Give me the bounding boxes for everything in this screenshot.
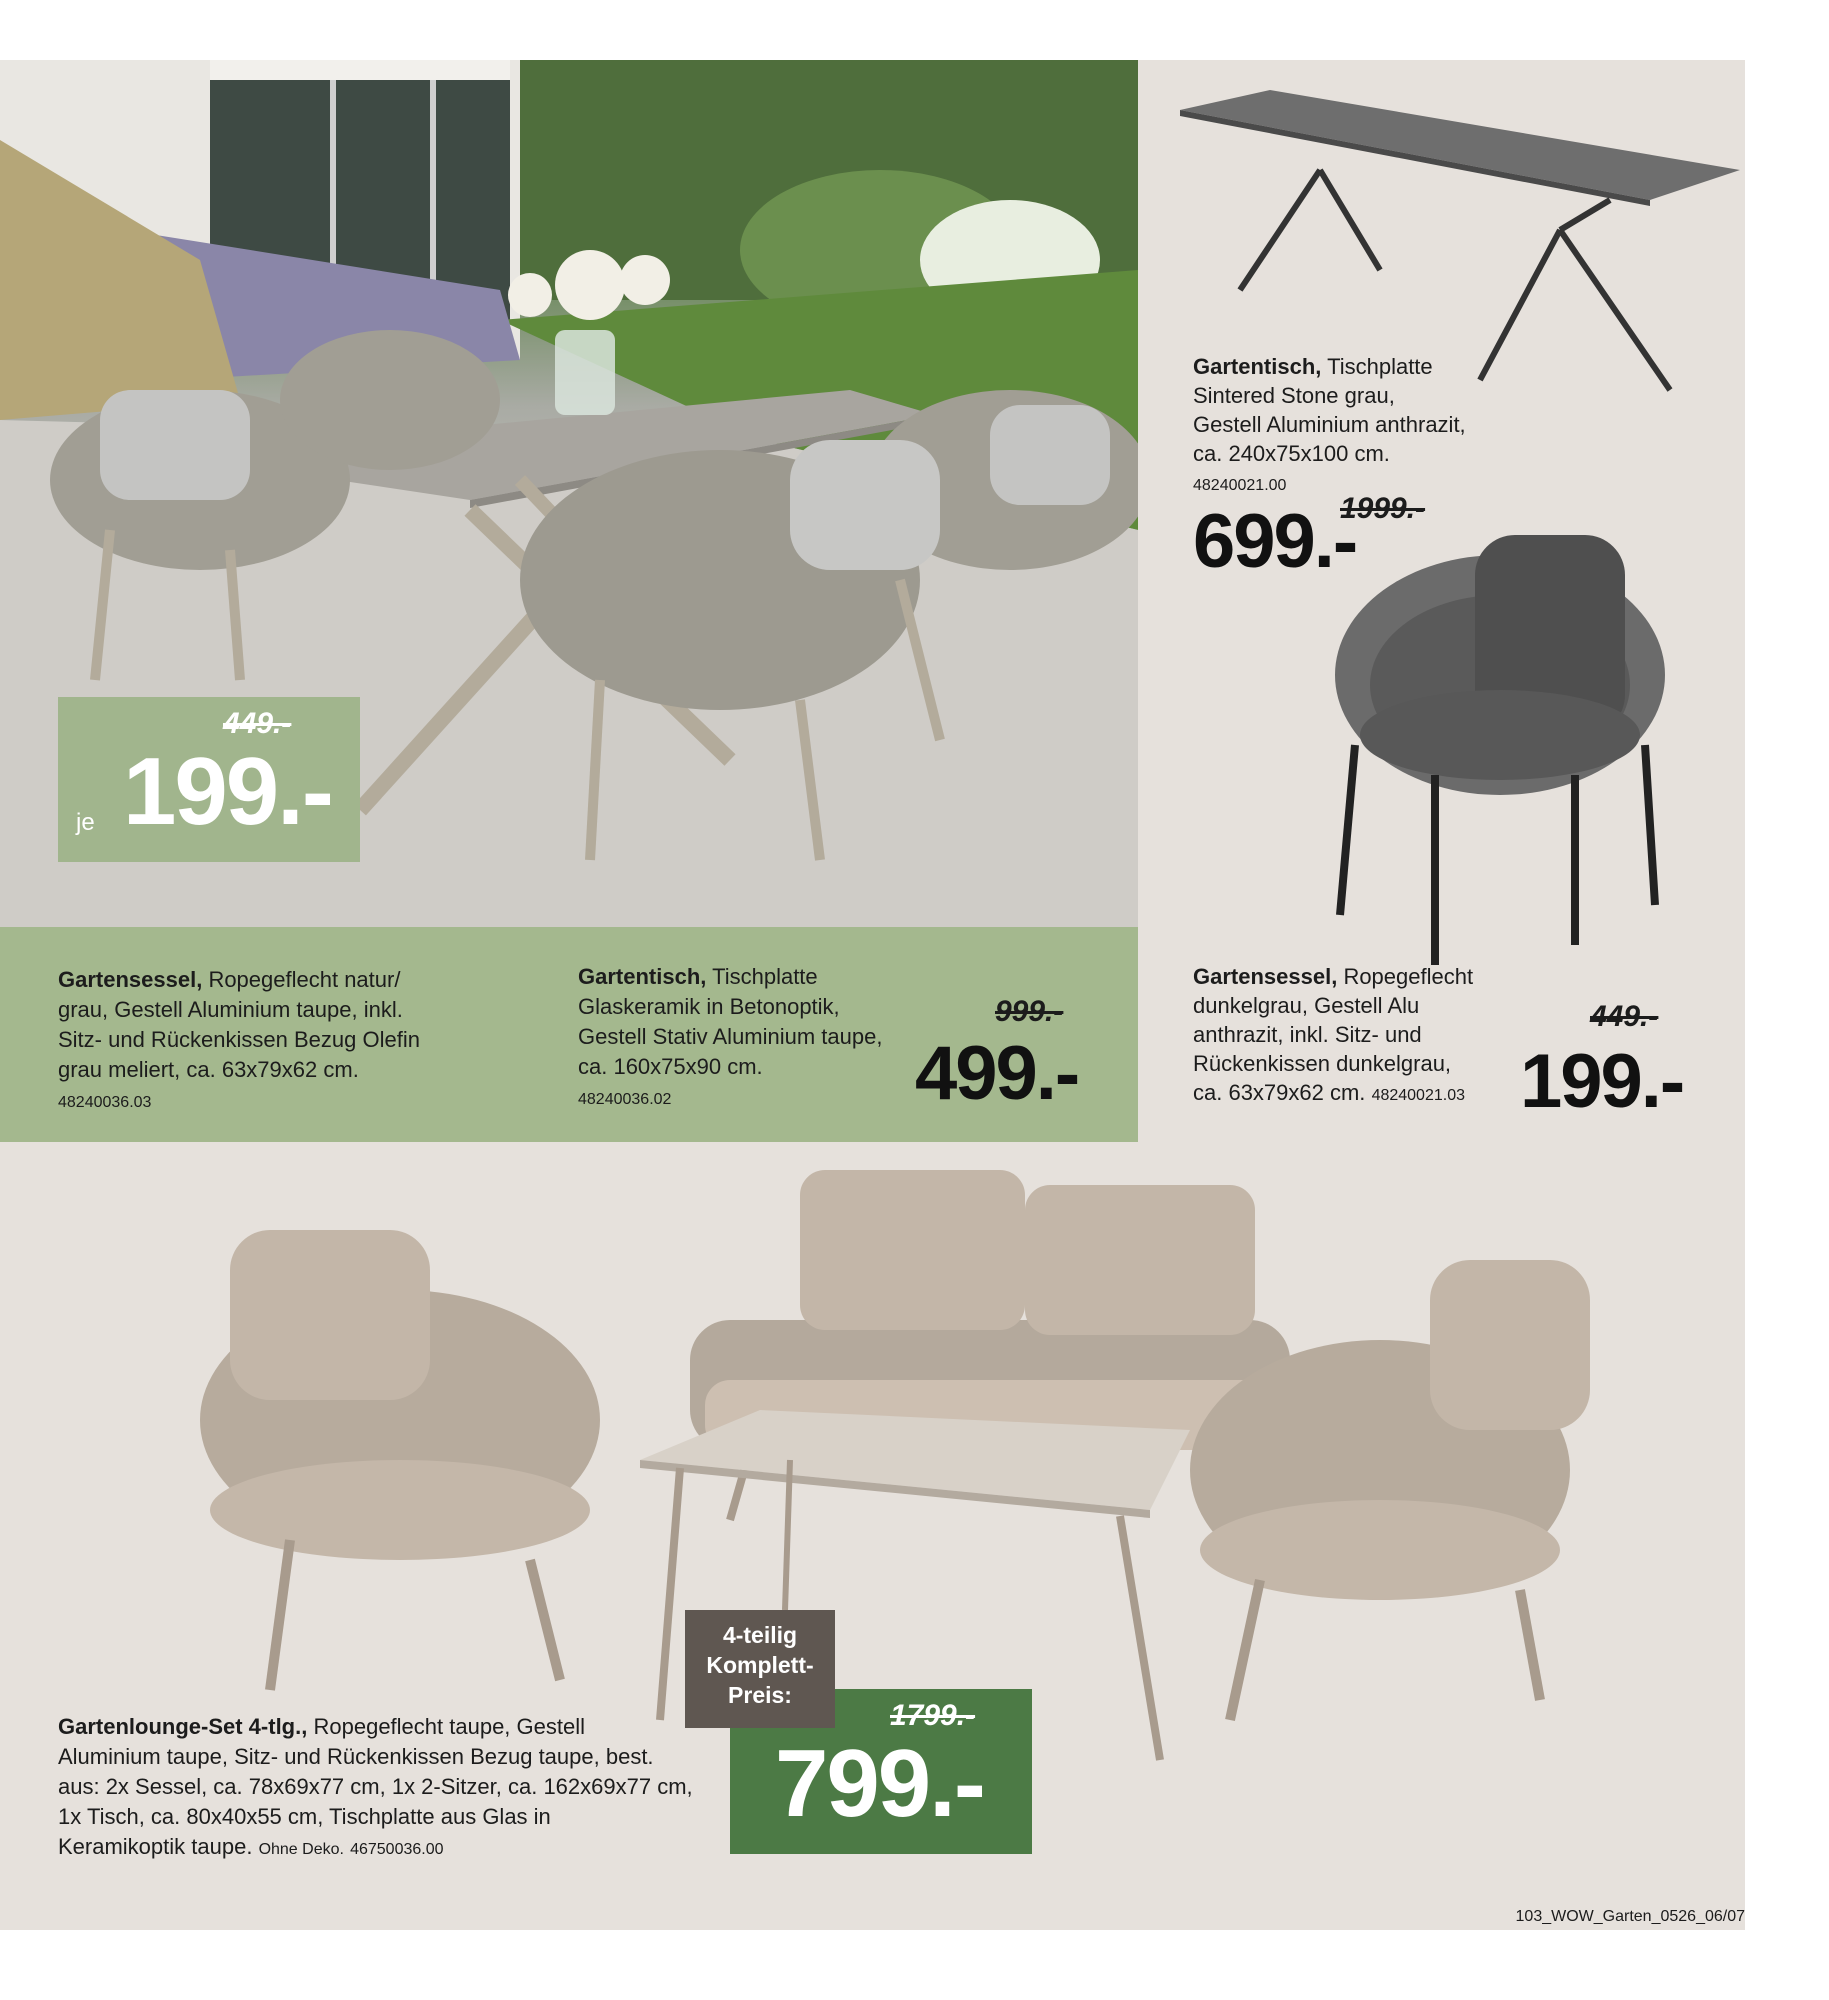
lounge-set-name: Gartenlounge-Set 4-tlg., [58, 1714, 308, 1739]
table-sintered-line-4: ca. 240x75x100 cm. [1193, 441, 1390, 466]
chair-taupe-description [58, 965, 458, 1118]
footer-code: 103_WOW_Garten_0526_06/07 [1515, 1908, 1745, 1925]
chair-dark-article: 48240021.03 [1371, 1087, 1465, 1104]
table-glass-line-2: Glaskeramik in Betonoptik, [578, 994, 840, 1019]
lounge-set-line-2: Aluminium taupe, Sitz- und Rückenkissen Bezug taupe, best. [58, 1744, 654, 1769]
hero-per-label: je [76, 809, 95, 836]
lounge-set-price: 799.- [775, 1730, 984, 1837]
chair-taupe-line-3: Sitz- und Rückenkissen Bezug Olefin [58, 1027, 420, 1052]
table-sintered-line-2: Sintered Stone grau, [1193, 383, 1395, 408]
chair-taupe-name: Gartensessel, [58, 967, 203, 992]
lounge-set-line-3: aus: 2x Sessel, ca. 78x69x77 cm, 1x 2-Sitzer, ca. 162x69x77 cm, [58, 1774, 693, 1799]
table-glass-article: 48240036.02 [578, 1091, 672, 1108]
lounge-set-deco-note: Ohne Deko. [258, 1841, 344, 1858]
table-glass-line-3: Gestell Stativ Aluminium taupe, [578, 1024, 883, 1049]
lounge-set-article: 46750036.00 [350, 1841, 444, 1858]
chair-dark-line-4: Rückenkissen dunkelgrau, [1193, 1051, 1452, 1076]
table-sintered-old-price: 1999.- [1340, 492, 1426, 525]
lounge-set-line-5: Keramikoptik taupe. [58, 1834, 253, 1859]
lounge-set-badge [685, 1610, 835, 1728]
table-glass-line-4: ca. 160x75x90 cm. [578, 1054, 763, 1079]
table-glass-description [578, 962, 918, 1115]
chair-dark-name: Gartensessel, [1193, 964, 1338, 989]
table-sintered-description [1193, 352, 1523, 500]
table-sintered-name: Gartentisch, [1193, 354, 1322, 379]
chair-dark-line-2: dunkelgrau, Gestell Alu [1193, 993, 1420, 1018]
table-sintered-article: 48240021.00 [1193, 477, 1287, 494]
chair-taupe-line-2: grau, Gestell Aluminium taupe, inkl. [58, 997, 403, 1022]
lounge-set-line-4: 1x Tisch, ca. 80x40x55 cm, Tischplatte aus Glas in [58, 1804, 551, 1829]
table-glass-name: Gartentisch, [578, 964, 707, 989]
table-glass-price: 499.- [915, 1031, 1079, 1116]
badge-line-3: Preis: [728, 1682, 792, 1708]
chair-taupe-line-1: Ropegeflecht natur/ [208, 967, 401, 992]
chair-dark-description [1193, 962, 1523, 1110]
table-sintered-line-3: Gestell Aluminium anthrazit, [1193, 412, 1466, 437]
chair-taupe-article: 48240036.03 [58, 1094, 152, 1111]
chair-dark-image [1325, 525, 1675, 975]
hero-price: 199.- [123, 738, 332, 845]
table-glass-line-1: Tischplatte [712, 964, 818, 989]
table-glass-old-price: 999.- [995, 995, 1064, 1028]
lounge-set-old-price: 1799.- [890, 1699, 976, 1732]
hero-old-price: 449.- [223, 707, 292, 740]
chair-dark-line-3: anthrazit, inkl. Sitz- und [1193, 1022, 1422, 1047]
chair-dark-price: 199.- [1520, 1039, 1684, 1124]
chair-dark-line-5: ca. 63x79x62 cm. [1193, 1080, 1366, 1105]
hero-price-box [58, 697, 360, 862]
table-sintered-price: 699.- [1193, 499, 1357, 584]
chair-taupe-line-4: grau meliert, ca. 63x79x62 cm. [58, 1057, 359, 1082]
lounge-set-line-1: Ropegeflecht taupe, Gestell [313, 1714, 585, 1739]
lounge-set-description [58, 1712, 758, 1865]
chair-dark-line-1: Ropegeflecht [1343, 964, 1474, 989]
badge-line-1: 4-teilig [722, 1622, 798, 1648]
chair-dark-old-price: 449.- [1590, 1000, 1659, 1033]
badge-line-2: Komplett- [706, 1652, 814, 1678]
table-sintered-line-1: Tischplatte [1327, 354, 1433, 379]
